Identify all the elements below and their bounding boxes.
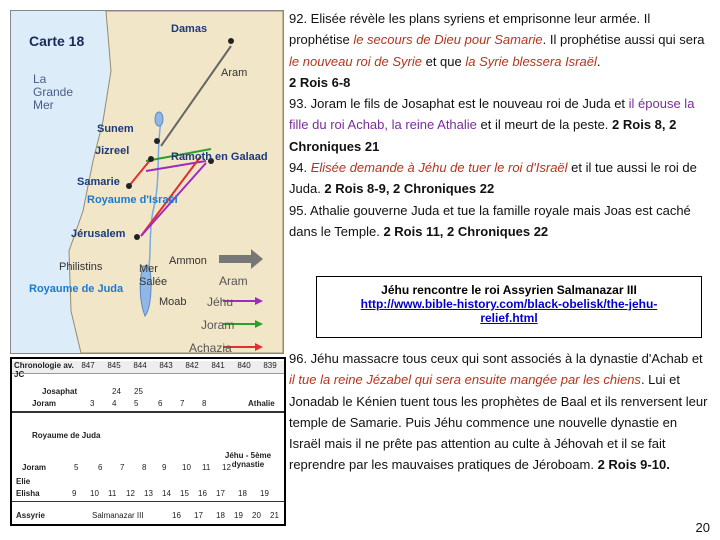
chrono-header-label: Chronologie av. JC bbox=[14, 361, 74, 379]
place-ammon: Ammon bbox=[169, 255, 207, 267]
place-samarie: Samarie bbox=[77, 176, 120, 188]
chrono-num: 7 bbox=[180, 399, 185, 408]
chrono-num: 6 bbox=[158, 399, 163, 408]
map-title: Carte 18 bbox=[29, 33, 85, 49]
chrono-num: 14 bbox=[162, 489, 171, 498]
place-jerusalem: Jérusalem bbox=[71, 228, 126, 240]
chrono-num: 9 bbox=[162, 463, 167, 472]
chrono-num: 18 bbox=[238, 489, 247, 498]
chrono-num: 3 bbox=[90, 399, 95, 408]
chrono-num: 10 bbox=[90, 489, 99, 498]
jehu-relief-link[interactable]: http://www.bible-history.com/black-obelisk/the-jehu-relief.html bbox=[360, 297, 658, 325]
chrono-row-joram-juda bbox=[12, 399, 284, 413]
year-cell: 844 bbox=[133, 361, 147, 370]
chrono-num: 21 bbox=[270, 511, 279, 520]
chrono-row-josaphat bbox=[12, 387, 284, 399]
chrono-name: Elisha bbox=[16, 489, 40, 498]
chrono-row-assyrie bbox=[12, 511, 284, 523]
jehu-relief-title: Jéhu rencontre le roi Assyrien Salmanazar III bbox=[381, 283, 637, 297]
chrono-num: 12 bbox=[126, 489, 135, 498]
chrono-row-elie bbox=[12, 477, 284, 489]
chrono-num: 13 bbox=[144, 489, 153, 498]
jehu-relief-box bbox=[316, 276, 702, 338]
kingdom-juda: Royaume de Juda bbox=[29, 283, 124, 295]
chrono-num: 8 bbox=[202, 399, 207, 408]
place-mer-salee: Mer Salée bbox=[139, 263, 168, 288]
chrono-name: Assyrie bbox=[16, 511, 45, 520]
map-drawing bbox=[11, 11, 283, 353]
place-sunem: Sunem bbox=[97, 123, 134, 135]
chrono-num: 18 bbox=[216, 511, 225, 520]
chrono-num: 5 bbox=[74, 463, 79, 472]
place-philistins: Philistins bbox=[59, 261, 103, 273]
chrono-num: 12 bbox=[222, 463, 231, 472]
chrono-num: 8 bbox=[142, 463, 147, 472]
year-cell: 843 bbox=[159, 361, 173, 370]
chrono-num: 19 bbox=[234, 511, 243, 520]
chrono-name: Joram bbox=[32, 399, 57, 408]
chrono-num: 25 bbox=[134, 387, 143, 396]
chrono-num: 11 bbox=[108, 489, 117, 498]
year-cell: 839 bbox=[263, 361, 277, 370]
chrono-name: Joram bbox=[22, 463, 47, 472]
legend-aram: Aram bbox=[219, 274, 248, 288]
chrono-name: Josaphat bbox=[42, 387, 78, 396]
place-ramoth: Ramoth en Galaad bbox=[171, 151, 268, 163]
chrono-num: 5 bbox=[134, 399, 139, 408]
chrono-name: Elie bbox=[16, 477, 31, 486]
chrono-num: 17 bbox=[216, 489, 225, 498]
legend-joram: Joram bbox=[201, 318, 235, 332]
legend-achazia: Achazia bbox=[189, 341, 232, 354]
year-cell: 842 bbox=[185, 361, 199, 370]
legend-jehu: Jéhu bbox=[207, 295, 234, 309]
chrono-dynasty: Jéhu - 5ème dynastie bbox=[224, 451, 272, 469]
place-moab: Moab bbox=[159, 296, 187, 308]
chrono-num: 20 bbox=[252, 511, 261, 520]
chrono-name: Athalie bbox=[248, 399, 275, 408]
year-cell: 841 bbox=[211, 361, 225, 370]
chrono-kingdom: Royaume de Juda bbox=[32, 431, 101, 440]
chrono-header-row bbox=[12, 361, 284, 379]
chrono-num: 15 bbox=[180, 489, 189, 498]
chrono-num: 6 bbox=[98, 463, 103, 472]
year-cell: 845 bbox=[107, 361, 121, 370]
place-jizreel: Jizreel bbox=[95, 145, 130, 157]
chrono-num: 17 bbox=[194, 511, 203, 520]
chrono-num: 24 bbox=[112, 387, 121, 396]
chrono-num: 11 bbox=[202, 463, 211, 472]
chrono-row-elisha bbox=[12, 489, 284, 502]
place-aram: Aram bbox=[221, 67, 248, 79]
chrono-num: 19 bbox=[260, 489, 269, 498]
page-number: 20 bbox=[695, 520, 710, 535]
chrono-num: 16 bbox=[172, 511, 181, 520]
chrono-king: Salmanazar III bbox=[92, 511, 144, 520]
chrono-num: 16 bbox=[198, 489, 207, 498]
chrono-row-royaume-juda bbox=[12, 431, 284, 443]
chrono-num: 4 bbox=[112, 399, 117, 408]
paragraph-92-95: 92. Elisée révèle les plans syriens et emprisonne leur armée. Il prophétise le secours de Dieu pour Samarie. Il prophétise aussi qui sera le nouveau roi de Syrie et que la Syrie blessera Israël. 2 Rois 6-8 93. Joram le fils de Josaphat est le nouveau roi de Juda et il épouse la fille du roi Achab, la reine Athalie et il meurt de la peste. 2 Rois 8, 2 Chroniques 21 94. Elisée demande à Jéhu de tuer le roi d'Israël et il tue aussi le roi de Juda. 2 Rois 8-9, 2 Chroniques 22 95. Athalie gouverne Juda et tue la famille royale mais Joas est caché dans le Temple. 2 Rois 11, 2 Chroniques 22 bbox=[289, 11, 705, 239]
year-cell: 840 bbox=[237, 361, 251, 370]
chronology-table bbox=[10, 357, 286, 526]
chrono-num: 9 bbox=[72, 489, 77, 498]
paragraph-96: 96. Jéhu massacre tous ceux qui sont associés à la dynastie d'Achab et il tue la reine Jézabel qui sera ensuite mangée par les chiens. Lui et Jonadab le Kénien tuent tous les prophètes de Baal et ils renversent leur temple de Samarie. Puis Jéhu commence une nouvelle dynastie en Israël mais il ne prête pas attention au culte à Jéhovah et il se fait reprendre par les mauvaises pratiques de Jéroboam. 2 Rois 9-10. bbox=[289, 351, 708, 473]
chrono-num: 7 bbox=[120, 463, 125, 472]
chrono-num: 10 bbox=[182, 463, 191, 472]
kingdom-israel: Royaume d'Israël bbox=[87, 194, 178, 206]
place-grande-mer: La Grande Mer bbox=[33, 72, 74, 112]
chrono-row-joram-israel bbox=[12, 463, 284, 475]
map-carte-18 bbox=[10, 10, 284, 354]
year-cell: 847 bbox=[81, 361, 95, 370]
place-damas: Damas bbox=[171, 23, 208, 35]
